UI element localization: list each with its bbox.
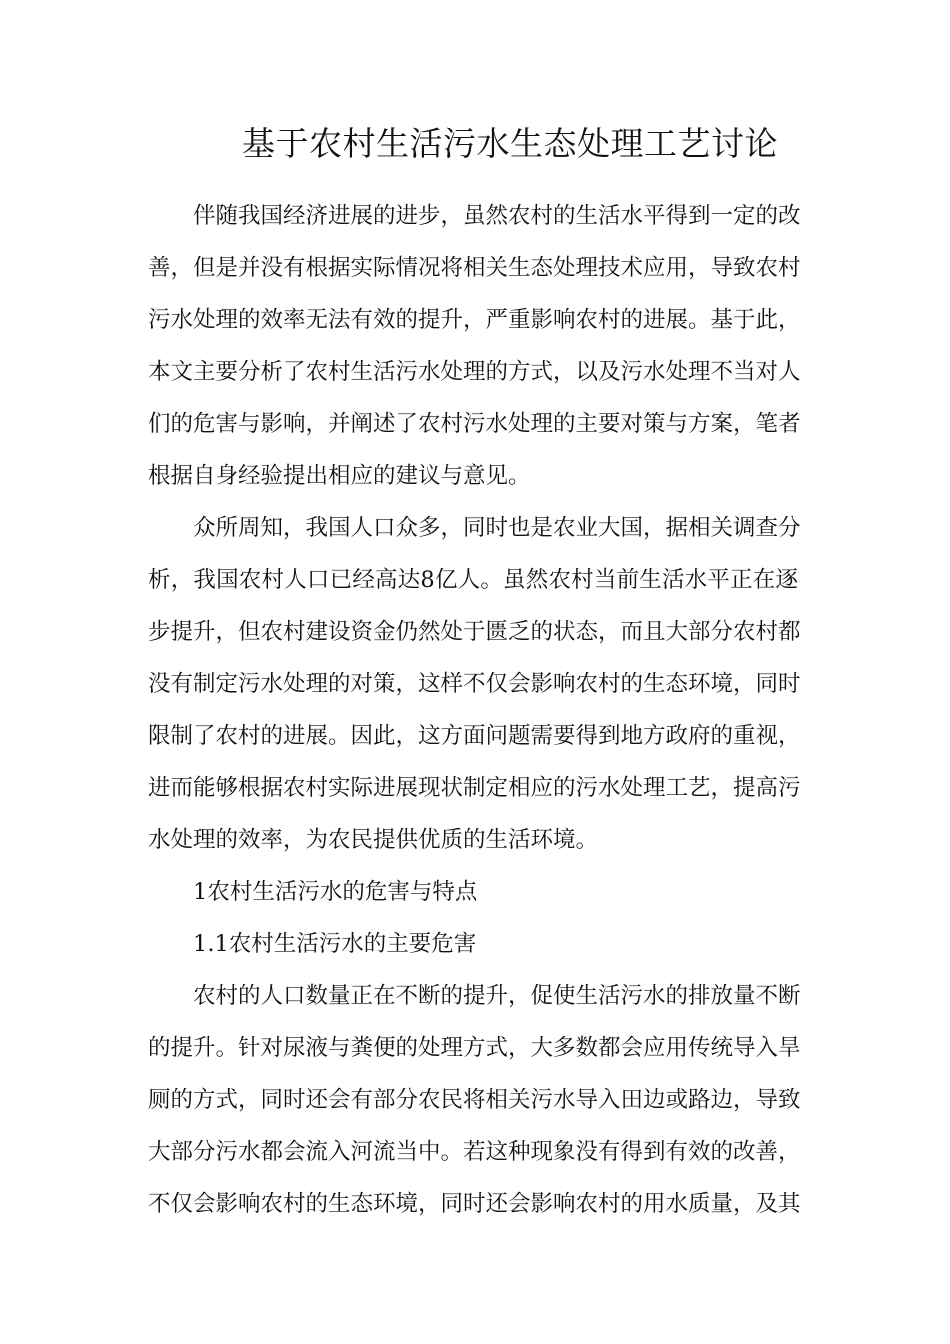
paragraph-line: 本文主要分析了农村生活污水处理的方式，以及污水处理不当对人 [148,359,801,385]
subsection-heading: 1.1农村生活污水的主要危害 [193,931,477,957]
document-title: 基于农村生活污水生态处理工艺讨论 [242,124,778,163]
paragraph-line: 根据自身经验提出相应的建议与意见。 [148,463,531,489]
paragraph-line: 进而能够根据农村实际进展现状制定相应的污水处理工艺，提高污 [148,775,801,801]
paragraph-line: 伴随我国经济进展的进步，虽然农村的生活水平得到一定的改 [193,203,801,229]
section-heading: 1农村生活污水的危害与特点 [193,879,478,905]
paragraph-line: 农村的人口数量正在不断的提升，促使生活污水的排放量不断 [193,983,801,1009]
paragraph-line: 众所周知，我国人口众多，同时也是农业大国，据相关调查分 [193,515,801,541]
paragraph-line: 大部分污水都会流入河流当中。若这种现象没有得到有效的改善， [148,1139,801,1165]
paragraph-line: 厕的方式，同时还会有部分农民将相关污水导入田边或路边，导致 [148,1087,801,1113]
paragraph-line: 不仅会影响农村的生态环境，同时还会影响农村的用水质量，及其 [148,1191,801,1217]
paragraph-line: 水处理的效率，为农民提供优质的生活环境。 [148,827,599,853]
paragraph-line: 限制了农村的进展。因此，这方面问题需要得到地方政府的重视， [148,723,801,749]
paragraph-line: 析，我国农村人口已经高达8亿人。虽然农村当前生活水平正在逐 [148,567,798,593]
paragraph-line: 污水处理的效率无法有效的提升，严重影响农村的进展。基于此， [148,307,801,333]
paragraph-line: 的提升。针对尿液与粪便的处理方式，大多数都会应用传统导入旱 [148,1035,801,1061]
paragraph-line: 步提升，但农村建设资金仍然处于匮乏的状态，而且大部分农村都 [148,619,801,645]
paragraph-line: 们的危害与影响，并阐述了农村污水处理的主要对策与方案，笔者 [148,411,801,437]
paragraph-line: 没有制定污水处理的对策，这样不仅会影响农村的生态环境，同时 [148,671,801,697]
paragraph-line: 善，但是并没有根据实际情况将相关生态处理技术应用，导致农村 [148,255,801,281]
